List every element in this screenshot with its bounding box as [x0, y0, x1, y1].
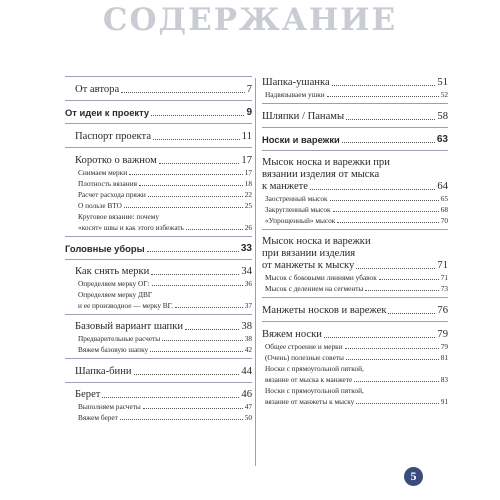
toc-entry-line: при вязании изделия — [262, 248, 356, 259]
toc-entry[interactable]: от манжеты к мыску 71 — [262, 260, 448, 271]
toc-subentry[interactable]: Общее строение и мерки 79 — [265, 342, 448, 351]
toc-subentry[interactable]: и ее производное — мерку ВГ. 37 — [78, 301, 252, 310]
toc-subentry[interactable]: Снимаем мерки 17 — [78, 168, 252, 177]
toc-entry[interactable]: Вяжем носки 79 — [262, 329, 448, 340]
toc-subentry[interactable]: Надвязываем ушки 52 — [265, 90, 448, 99]
toc-subentry[interactable]: Выполняем расчеты 47 — [78, 402, 252, 411]
toc-subentry[interactable]: Расчет расхода пряжи 22 — [78, 190, 252, 199]
toc-entry-line: Мысок носка и варежки — [262, 236, 371, 247]
toc-subentry[interactable]: Закругленный мысок 68 — [265, 205, 448, 214]
page-number-badge: 5 — [404, 467, 423, 486]
page-title: СОДЕРЖАНИЕ — [102, 2, 398, 38]
toc-subentry-line: Круговое вязание: почему — [78, 212, 159, 221]
toc-subentry[interactable]: Заостренный мысок 65 — [265, 194, 448, 203]
toc-entry[interactable]: Паспорт проекта 11 — [75, 131, 252, 142]
toc-subentry[interactable]: О пользе ВТО 25 — [78, 201, 252, 210]
toc-subentry[interactable]: «Упрощенный» мысок 70 — [265, 216, 448, 225]
toc-entry[interactable]: Манжеты носков и варежек 76 — [262, 305, 448, 316]
toc-entry[interactable]: От автора 7 — [75, 84, 252, 95]
toc-left-column — [65, 76, 252, 423]
toc-subentry-line: Носки с прямоугольной пяткой, — [265, 386, 364, 395]
toc-entry[interactable]: Шляпки / Панамы 58 — [262, 111, 448, 122]
toc-subentry-line: Носки с прямоугольной пяткой, — [265, 364, 364, 373]
toc-subentry[interactable]: Вяжем базовую шапку 42 — [78, 345, 252, 354]
toc-subentry[interactable]: Вяжем берет 50 — [78, 413, 252, 422]
toc-section-heading[interactable]: Носки и варежки 63 — [262, 134, 448, 145]
toc-subentry[interactable]: Мысок с делением на сегменты 73 — [265, 284, 448, 293]
toc-entry-line: Мысок носка и варежки при — [262, 157, 390, 168]
toc-entry[interactable]: Шапка-ушанка 51 — [262, 77, 448, 88]
toc-subentry[interactable]: «косят» швы и как этого избежать 26 — [78, 223, 252, 232]
toc-subentry[interactable]: Определяем мерку ОГ: 36 — [78, 279, 252, 288]
toc-entry[interactable]: Шапка-бини 44 — [75, 366, 252, 377]
toc-subentry[interactable]: вязание от мыска к манжете 83 — [265, 375, 448, 384]
column-divider — [255, 78, 256, 466]
toc-subentry[interactable]: Предварительные расчеты 38 — [78, 334, 252, 343]
toc-subentry-line: Определяем мерку ДВГ — [78, 290, 153, 299]
toc-entry-line: вязании изделия от мыска — [262, 169, 380, 180]
toc-subentry[interactable]: Мысок с боковыми линиями убавок 71 — [265, 273, 448, 282]
toc-section-heading[interactable]: От идеи к проекту 9 — [65, 107, 252, 118]
toc-right-column — [262, 76, 448, 407]
toc-section-heading[interactable]: Головные уборы 33 — [65, 243, 252, 254]
toc-entry[interactable]: Коротко о важном 17 — [75, 155, 252, 166]
toc-subentry[interactable]: Плотность вязания 18 — [78, 179, 252, 188]
toc-entry[interactable]: Базовый вариант шапки 38 — [75, 321, 252, 332]
toc-entry[interactable]: Берет 46 — [75, 389, 252, 400]
toc-entry[interactable]: к манжете 64 — [262, 181, 448, 192]
toc-subentry[interactable]: (Очень) полезные советы 81 — [265, 353, 448, 362]
toc-subentry[interactable]: вязание от манжеты к мыску 91 — [265, 397, 448, 406]
toc-entry[interactable]: Как снять мерки 34 — [75, 266, 252, 277]
